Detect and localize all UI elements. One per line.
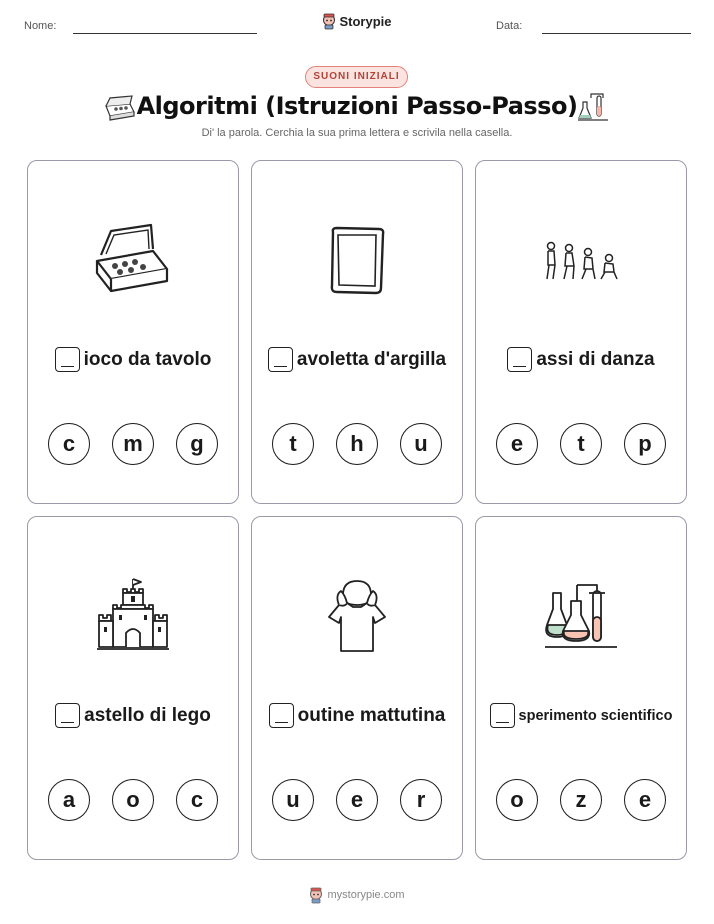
letter-option[interactable]: c xyxy=(176,779,218,821)
word-card-2 xyxy=(251,160,463,504)
brand-name: Storypie xyxy=(339,13,392,29)
letter-option[interactable]: o xyxy=(112,779,154,821)
answer-box[interactable] xyxy=(269,703,294,728)
letter-option[interactable]: a xyxy=(48,779,90,821)
instructions: Di' la parola. Cerchia la sua prima lettera e scrivila nella casella. xyxy=(201,127,513,139)
answer-box[interactable] xyxy=(268,347,293,372)
letter-option[interactable]: e xyxy=(336,779,378,821)
name-label: Nome: xyxy=(24,20,57,32)
shirt-dressing-icon xyxy=(319,577,395,657)
lab-flasks-icon xyxy=(543,579,619,655)
word-card-1 xyxy=(27,160,239,504)
letter-option[interactable]: t xyxy=(560,423,602,465)
answer-box[interactable] xyxy=(55,347,80,372)
dance-steps-icon xyxy=(543,241,619,281)
word-stem: avoletta d'argilla xyxy=(296,348,447,370)
lab-title-icon xyxy=(577,92,609,122)
game-box-icon xyxy=(93,221,173,301)
letter-option[interactable]: r xyxy=(400,779,442,821)
word-card-3 xyxy=(475,160,687,504)
answer-box[interactable] xyxy=(55,703,80,728)
storypie-mascot-icon xyxy=(309,887,323,903)
page-title: Algoritmi (Istruzioni Passo-Passo) xyxy=(136,92,578,120)
letter-option[interactable]: e xyxy=(496,423,538,465)
answer-box[interactable] xyxy=(490,703,515,728)
date-line[interactable] xyxy=(542,33,691,34)
brand-logo xyxy=(0,13,714,32)
word-stem: ioco da tavolo xyxy=(83,348,212,370)
letter-option[interactable]: o xyxy=(496,779,538,821)
word-stem: assi di danza xyxy=(536,348,655,370)
word-card-5 xyxy=(251,516,463,860)
word-stem: sperimento scientifico xyxy=(518,707,673,724)
date-label: Data: xyxy=(496,20,523,32)
clay-tablet-icon xyxy=(327,226,387,296)
word-card-6 xyxy=(475,516,687,860)
footer-url[interactable]: mystorypie.com xyxy=(327,889,405,901)
letter-option[interactable]: e xyxy=(624,779,666,821)
footer xyxy=(0,887,714,906)
word-stem: astello di lego xyxy=(84,704,211,726)
letter-option[interactable]: g xyxy=(176,423,218,465)
castle-icon xyxy=(95,577,171,657)
storypie-mascot-icon xyxy=(322,13,336,29)
name-line[interactable] xyxy=(73,33,257,34)
letter-option[interactable]: p xyxy=(624,423,666,465)
letter-option[interactable]: z xyxy=(560,779,602,821)
word-card-4 xyxy=(27,516,239,860)
letter-option[interactable]: t xyxy=(272,423,314,465)
letter-option[interactable]: u xyxy=(400,423,442,465)
letter-option[interactable]: m xyxy=(112,423,154,465)
answer-box[interactable] xyxy=(507,347,532,372)
category-badge: SUONI INIZIALI xyxy=(305,66,408,88)
letter-option[interactable]: c xyxy=(48,423,90,465)
letter-option[interactable]: h xyxy=(336,423,378,465)
letter-option[interactable]: u xyxy=(272,779,314,821)
word-stem: outine mattutina xyxy=(297,704,446,726)
